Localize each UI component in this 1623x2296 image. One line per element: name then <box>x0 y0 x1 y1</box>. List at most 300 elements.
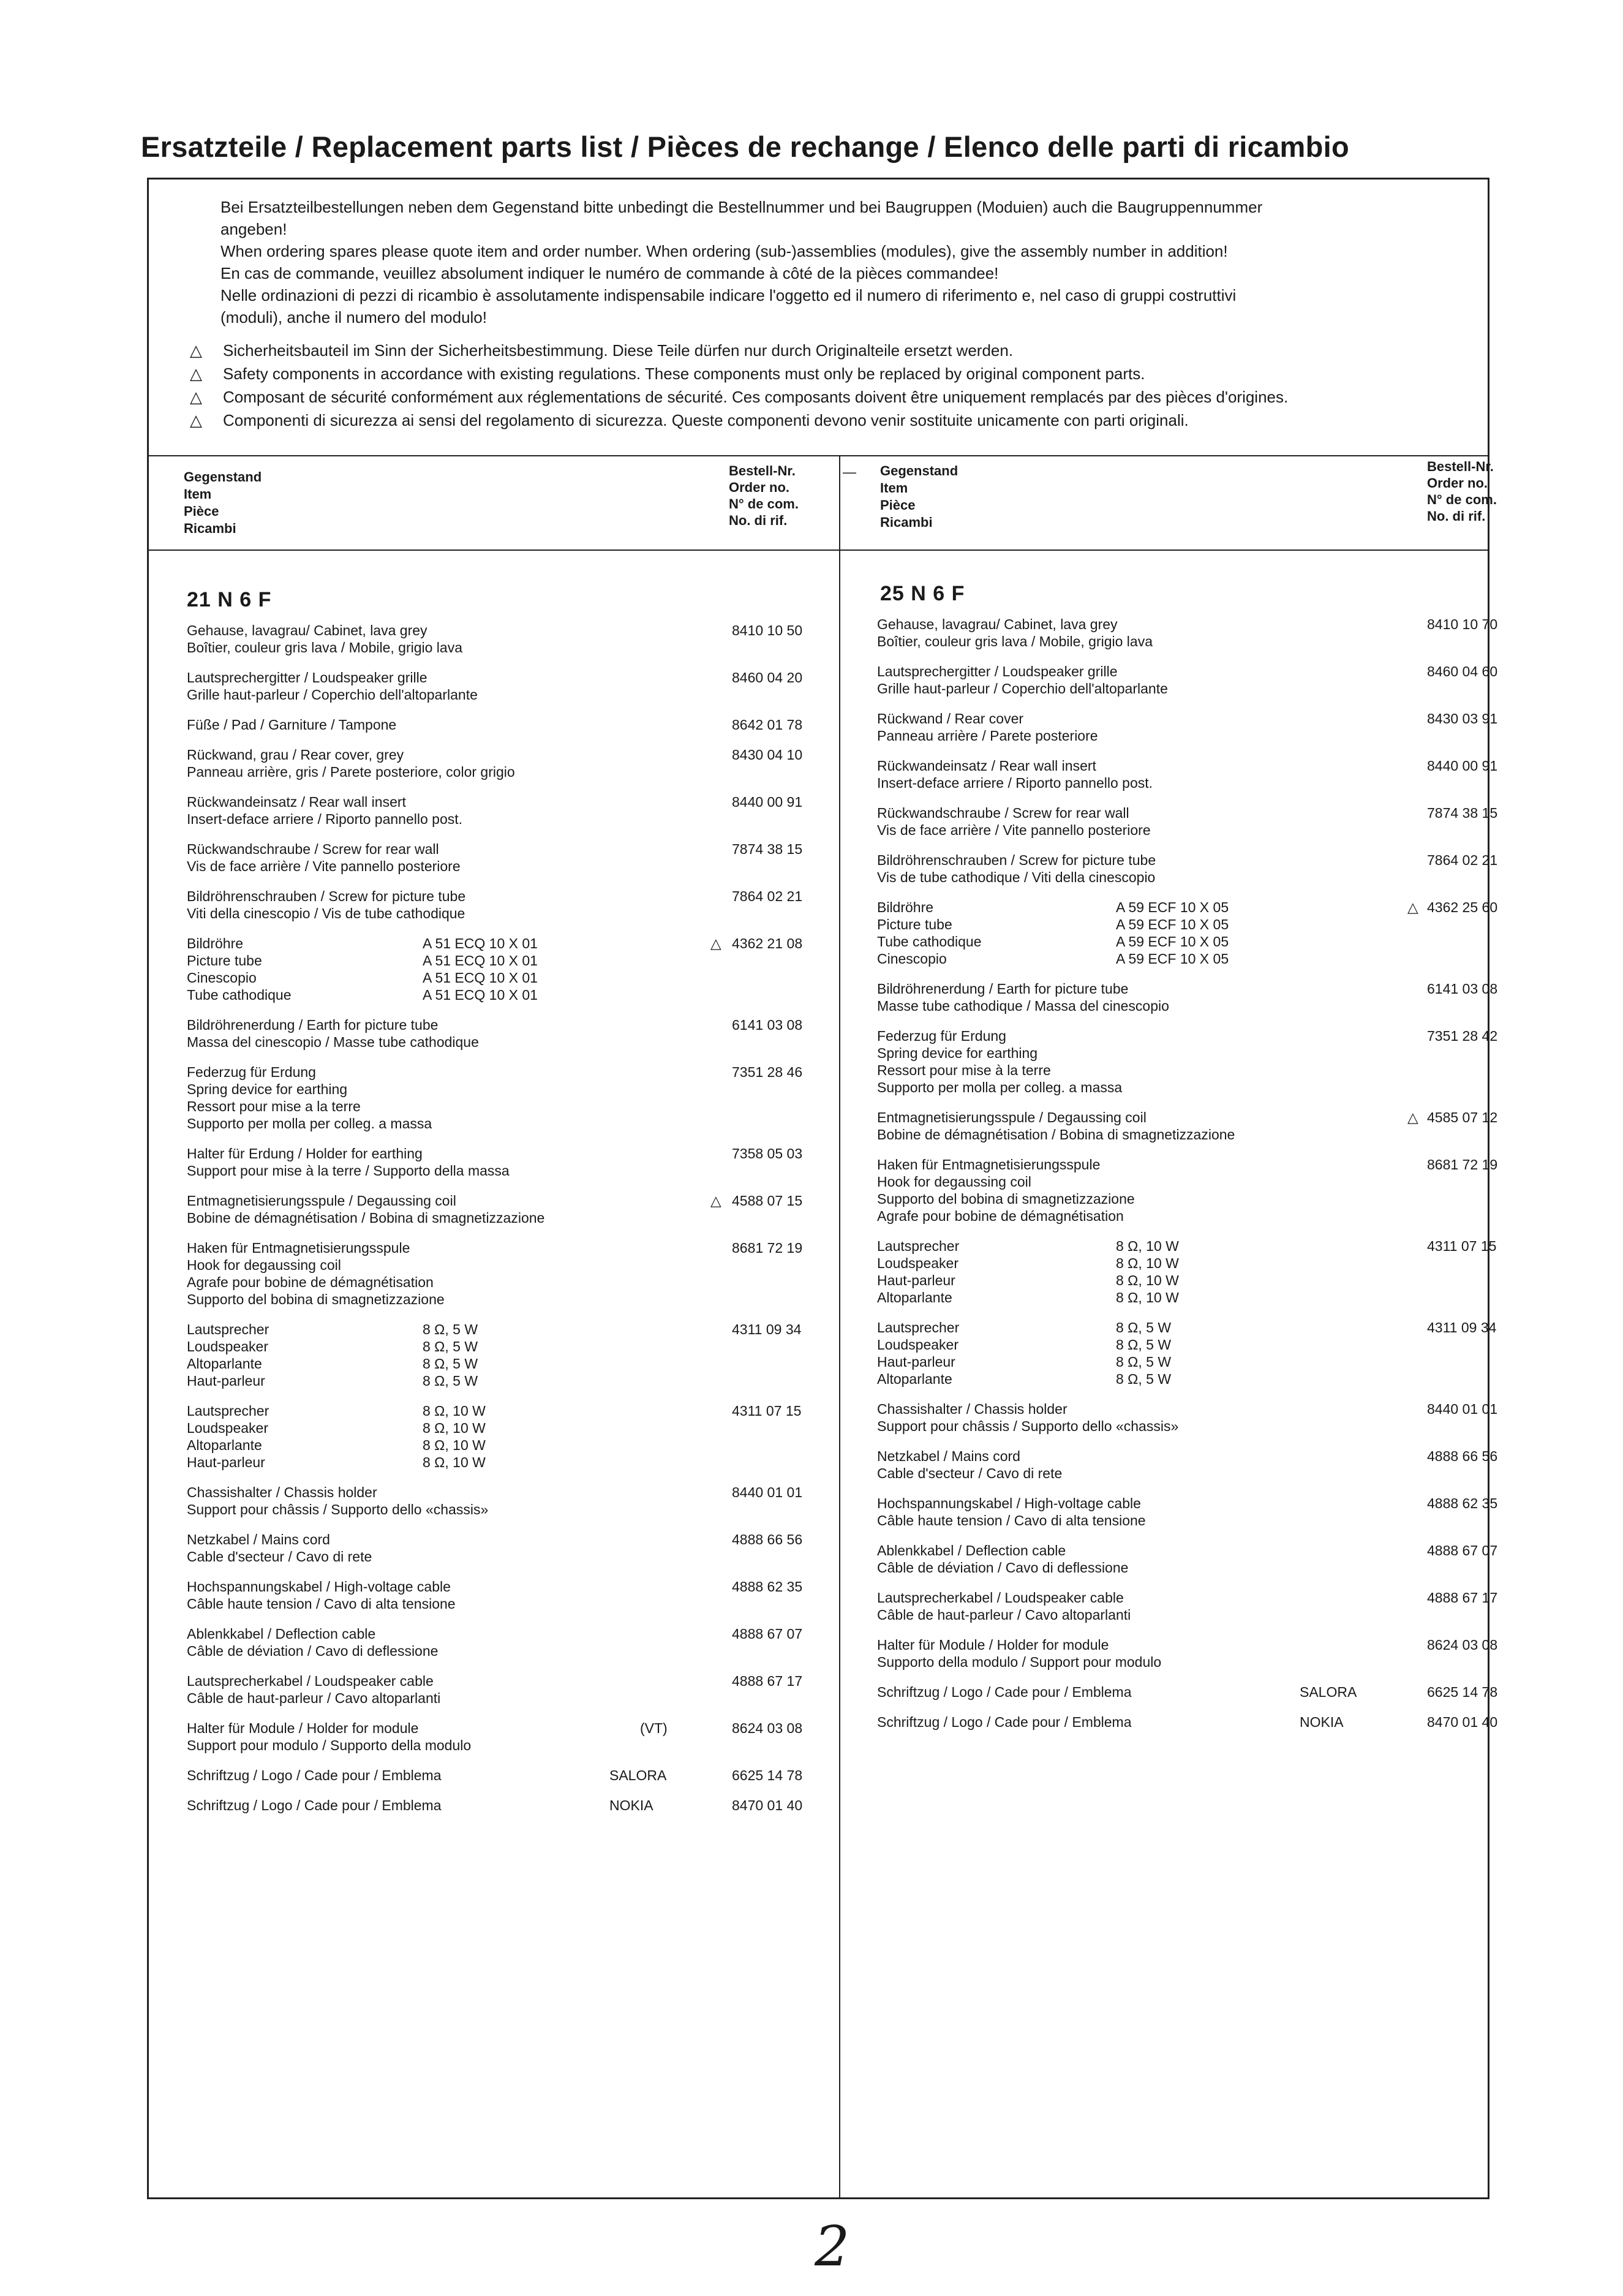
part-spec-line: 8 Ω, 5 W <box>423 1356 478 1372</box>
part-description <box>187 793 824 828</box>
part-spec <box>640 1720 668 1737</box>
part-row <box>187 1063 824 1132</box>
part-spec-line: NOKIA <box>609 1797 653 1813</box>
part-description-line: Supporto per molla per colleg. a massa <box>877 1079 1123 1095</box>
part-row <box>877 1156 1514 1225</box>
part-description-line: Vis de face arrière / Vite pannello posteriore <box>877 822 1151 838</box>
order-number: 4888 67 17 <box>1427 1590 1498 1606</box>
part-spec <box>1116 1319 1171 1388</box>
intro-line: Bei Ersatzteilbestellungen neben dem Gegenstand bitte unbedingt die Bestellnummer und bei Baugruppen (Moduien) auch die Baugruppennummer <box>220 198 1263 216</box>
intro-line: When ordering spares please quote item and order number. When ordering (sub-)assemblies (modules), give the assembly number in addition! <box>220 242 1228 260</box>
body-divider <box>147 549 1489 551</box>
order-number: 8430 03 91 <box>1427 711 1498 727</box>
part-description-line: Bildröhre <box>187 935 244 951</box>
part-description-line: Altoparlante <box>187 1437 262 1453</box>
part-spec-line: 8 Ω, 5 W <box>423 1339 478 1354</box>
order-number: 7351 28 46 <box>732 1064 803 1080</box>
column-divider <box>839 455 840 2199</box>
part-description-line: Câble de déviation / Cavo di deflessione <box>877 1560 1129 1576</box>
part-description-line: Ablenkkabel / Deflection cable <box>187 1626 376 1642</box>
ordering-instructions <box>220 196 1494 328</box>
part-row <box>187 1239 824 1308</box>
model-heading-left: 21 N 6 F <box>187 588 272 611</box>
part-description <box>187 1016 824 1051</box>
part-description <box>187 1192 824 1226</box>
part-description-line: Ablenkkabel / Deflection cable <box>877 1543 1066 1558</box>
safety-line <box>190 385 1488 409</box>
part-description-line: Cinescopio <box>877 951 947 967</box>
part-spec-line: SALORA <box>1300 1684 1357 1700</box>
order-number: 4888 66 56 <box>732 1531 803 1547</box>
order-number: 8460 04 60 <box>1427 663 1498 679</box>
part-description-line: Halter für Module / Holder for module <box>877 1637 1109 1653</box>
part-description <box>187 1402 824 1471</box>
part-spec-line: A 59 ECF 10 X 05 <box>1116 899 1229 915</box>
part-description-line: Loudspeaker <box>877 1255 958 1271</box>
order-number: 4888 62 35 <box>1427 1495 1498 1511</box>
header-label: No. di rif. <box>1427 508 1486 524</box>
part-description <box>187 716 824 733</box>
header-dash: — <box>843 464 856 480</box>
page-title: Ersatzteile / Replacement parts list / Pièces de rechange / Elenco delle parti di ricambio <box>141 130 1350 163</box>
part-description-line: Hook for degaussing coil <box>187 1257 341 1273</box>
part-description-line: Altoparlante <box>877 1290 952 1305</box>
part-spec-line: 8 Ω, 10 W <box>423 1454 486 1470</box>
part-description <box>877 1319 1514 1388</box>
safety-line <box>190 339 1488 362</box>
order-number: 4311 09 34 <box>1427 1320 1497 1335</box>
header-label: Pièce <box>184 504 219 519</box>
order-number: 8440 01 01 <box>1427 1401 1498 1417</box>
header-divider <box>147 455 1489 456</box>
part-description-line: Vis de face arrière / Vite pannello posteriore <box>187 858 461 874</box>
part-description-line: Lautsprecher <box>877 1238 960 1254</box>
header-label: Item <box>880 480 908 496</box>
part-spec <box>609 1797 653 1814</box>
order-number: 4588 07 15 <box>732 1193 803 1209</box>
part-row <box>877 1319 1514 1388</box>
part-row <box>187 1578 824 1612</box>
part-description-line: Vis de tube cathodique / Viti della cinescopio <box>877 869 1156 885</box>
order-number: 4362 25 60 <box>1427 899 1498 915</box>
part-description-line: Haut-parleur <box>877 1272 955 1288</box>
part-description-line: Lautsprecher <box>187 1403 269 1419</box>
part-row <box>187 716 824 733</box>
part-row <box>877 804 1514 839</box>
part-row <box>187 1192 824 1226</box>
header-label: Order no. <box>1427 475 1488 491</box>
part-description-line: Hochspannungskabel / High-voltage cable <box>877 1495 1141 1511</box>
part-description-line: Hochspannungskabel / High-voltage cable <box>187 1579 451 1595</box>
part-description-line: Tube cathodique <box>877 934 982 950</box>
part-description-line: Support pour modulo / Supporto della modulo <box>187 1737 472 1753</box>
part-description-line: Massa del cinescopio / Masse tube cathodique <box>187 1034 479 1050</box>
part-description-line: Haut-parleur <box>187 1454 265 1470</box>
part-description-line: Cinescopio <box>187 970 257 986</box>
part-description-line: Schriftzug / Logo / Cade pour / Emblema <box>877 1684 1132 1700</box>
part-spec-line: NOKIA <box>1300 1714 1344 1730</box>
part-description-line: Netzkabel / Mains cord <box>877 1448 1020 1464</box>
part-description <box>187 1145 824 1179</box>
parts-list-right <box>877 616 1514 1743</box>
part-spec-line: A 59 ECF 10 X 05 <box>1116 916 1229 932</box>
order-number: 8642 01 78 <box>732 717 803 733</box>
part-description-line: Support pour châssis / Supporto dello «chassis» <box>187 1501 489 1517</box>
part-description <box>877 1589 1514 1623</box>
part-description-line: Haut-parleur <box>877 1354 955 1370</box>
part-description <box>187 1484 824 1518</box>
order-number: 4888 67 07 <box>732 1626 803 1642</box>
part-description <box>187 1767 824 1784</box>
part-description-line: Ressort pour mise à la terre <box>877 1062 1051 1078</box>
intro-line: angeben! <box>220 220 287 238</box>
part-description <box>877 1713 1514 1731</box>
part-description-line: Boîtier, couleur gris lava / Mobile, grigio lava <box>187 640 462 655</box>
part-spec-line: A 51 ECQ 10 X 01 <box>423 935 538 951</box>
column-header-item-left <box>184 469 262 537</box>
part-spec-line: 8 Ω, 10 W <box>1116 1272 1179 1288</box>
part-row <box>187 935 824 1003</box>
part-spec-line: 8 Ω, 10 W <box>423 1403 486 1419</box>
part-spec-line: 8 Ω, 10 W <box>423 1437 486 1453</box>
warning-triangle-icon: △ <box>190 411 202 429</box>
part-description <box>877 1636 1514 1671</box>
warning-triangle-icon: △ <box>710 935 721 951</box>
part-description-line: Cable d'secteur / Cavo di rete <box>877 1465 1063 1481</box>
part-description-line: Bildröhrenerdung / Earth for picture tube <box>877 981 1129 997</box>
part-row <box>877 980 1514 1014</box>
column-header-order-right <box>1427 458 1497 524</box>
part-row <box>187 1145 824 1179</box>
part-description <box>187 669 824 703</box>
header-label: Gegenstand <box>880 463 958 478</box>
order-number: 6625 14 78 <box>1427 1684 1498 1700</box>
part-description-line: Rückwandschraube / Screw for rear wall <box>877 805 1129 821</box>
part-row <box>877 1109 1514 1143</box>
part-description <box>877 1237 1514 1306</box>
part-description-line: Lautsprecherkabel / Loudspeaker cable <box>877 1590 1124 1606</box>
part-description-line: Chassishalter / Chassis holder <box>187 1484 377 1500</box>
header-label: N° de com. <box>1427 492 1497 507</box>
part-description-line: Gehause, lavagrau/ Cabinet, lava grey <box>187 622 427 638</box>
part-row <box>877 1237 1514 1306</box>
part-description-line: Netzkabel / Mains cord <box>187 1531 330 1547</box>
part-description-line: Bildröhrenerdung / Earth for picture tube <box>187 1017 439 1033</box>
order-number: 4311 07 15 <box>1427 1238 1497 1254</box>
part-description-line: Lautsprecher <box>877 1320 960 1335</box>
part-description-line: Federzug für Erdung <box>187 1064 316 1080</box>
column-header-item-right <box>880 463 958 531</box>
part-row <box>877 1636 1514 1671</box>
part-description <box>877 1683 1514 1701</box>
part-spec-line: 8 Ω, 5 W <box>423 1321 478 1337</box>
part-description <box>877 980 1514 1014</box>
part-row <box>187 793 824 828</box>
part-row <box>877 1683 1514 1701</box>
part-description-line: Câble haute tension / Cavo di alta tensione <box>877 1512 1146 1528</box>
part-row <box>187 1402 824 1471</box>
part-description-line: Cable d'secteur / Cavo di rete <box>187 1549 372 1565</box>
part-row <box>187 1672 824 1707</box>
part-description <box>187 1797 824 1814</box>
part-description-line: Lautsprecher <box>187 1321 269 1337</box>
page-number: 2 <box>815 2215 850 2279</box>
part-description-line: Lautsprecherkabel / Loudspeaker cable <box>187 1673 434 1689</box>
part-description <box>877 663 1514 697</box>
part-description-line: Entmagnetisierungsspule / Degaussing coil <box>187 1193 456 1209</box>
part-description-line: Viti della cinescopio / Vis de tube cathodique <box>187 905 465 921</box>
part-spec <box>423 935 538 1003</box>
part-description-line: Schriftzug / Logo / Cade pour / Emblema <box>187 1797 442 1813</box>
part-description-line: Lautsprechergitter / Loudspeaker grille <box>187 670 427 685</box>
header-label: N° de com. <box>729 496 799 512</box>
order-number: 8681 72 19 <box>732 1240 803 1256</box>
order-number: 4311 09 34 <box>732 1321 802 1337</box>
part-row <box>877 899 1514 967</box>
part-spec-line: 8 Ω, 5 W <box>1116 1354 1172 1370</box>
order-number: 8440 01 01 <box>732 1484 803 1500</box>
part-row <box>187 888 824 922</box>
part-spec <box>1116 1237 1179 1306</box>
part-description <box>187 840 824 875</box>
part-description-line: Chassishalter / Chassis holder <box>877 1401 1068 1417</box>
part-row <box>187 840 824 875</box>
order-number: 7864 02 21 <box>732 888 803 904</box>
part-description-line: Gehause, lavagrau/ Cabinet, lava grey <box>877 616 1118 632</box>
part-description-line: Rückwand, grau / Rear cover, grey <box>187 747 404 763</box>
order-number: 4888 67 17 <box>732 1673 803 1689</box>
part-description <box>877 1400 1514 1435</box>
order-number: 4311 07 15 <box>732 1403 802 1419</box>
part-spec-line: 8 Ω, 10 W <box>423 1420 486 1436</box>
part-spec-line: A 51 ECQ 10 X 01 <box>423 987 538 1003</box>
order-number: 4888 66 56 <box>1427 1448 1498 1464</box>
order-number: 7351 28 42 <box>1427 1028 1498 1044</box>
part-description-line: Spring device for earthing <box>877 1045 1038 1061</box>
part-row <box>187 1484 824 1518</box>
header-label: Order no. <box>729 480 790 495</box>
order-number: 8470 01 40 <box>732 1797 803 1813</box>
part-row <box>187 746 824 780</box>
part-description-line: Supporto della modulo / Support pour modulo <box>877 1654 1162 1670</box>
part-description-line: Bildröhrenschrauben / Screw for picture tube <box>187 888 466 904</box>
header-label: Ricambi <box>880 515 933 530</box>
part-description-line: Agrafe pour bobine de démagnétisation <box>187 1274 434 1290</box>
safety-text: Sicherheitsbauteil im Sinn der Sicherheitsbestimmung. Diese Teile dürfen nur durch Originalteile ersetzt werden. <box>223 341 1014 360</box>
part-description-line: Schriftzug / Logo / Cade pour / Emblema <box>187 1767 442 1783</box>
part-description-line: Picture tube <box>187 953 262 969</box>
part-description <box>187 1672 824 1707</box>
part-description-line: Halter für Erdung / Holder for earthing <box>187 1146 423 1161</box>
part-spec-line: 8 Ω, 5 W <box>1116 1337 1172 1353</box>
order-number: 8460 04 20 <box>732 670 803 685</box>
part-row <box>187 1016 824 1051</box>
part-description <box>187 1239 824 1308</box>
part-description-line: Support pour mise à la terre / Supporto della massa <box>187 1163 510 1179</box>
part-row <box>187 1767 824 1784</box>
part-description-line: Picture tube <box>877 916 952 932</box>
order-number: 4362 21 08 <box>732 935 803 951</box>
part-spec <box>423 1321 478 1389</box>
part-description-line: Supporto del bobina di smagnetizzazione <box>877 1191 1135 1207</box>
part-row <box>877 757 1514 791</box>
part-row <box>877 616 1514 650</box>
part-description-line: Rückwand / Rear cover <box>877 711 1024 727</box>
warning-triangle-icon: △ <box>190 341 202 360</box>
part-description-line: Boîtier, couleur gris lava / Mobile, grigio lava <box>877 633 1153 649</box>
part-spec <box>1116 899 1229 967</box>
part-description <box>187 1531 824 1565</box>
order-number: 8624 03 08 <box>1427 1637 1498 1653</box>
part-description-line: Câble de déviation / Cavo di deflessione <box>187 1643 439 1659</box>
part-description <box>877 616 1514 650</box>
parts-list-left <box>187 622 824 1827</box>
order-number: 6141 03 08 <box>1427 981 1498 997</box>
part-description-line: Rückwandeinsatz / Rear wall insert <box>877 758 1096 774</box>
warning-triangle-icon: △ <box>1407 1109 1418 1125</box>
part-row <box>877 1713 1514 1731</box>
order-number: 7358 05 03 <box>732 1146 803 1161</box>
part-spec-line: 8 Ω, 5 W <box>1116 1371 1172 1387</box>
part-spec-line: A 51 ECQ 10 X 01 <box>423 953 538 969</box>
header-label: Pièce <box>880 497 916 513</box>
part-description-line: Grille haut-parleur / Coperchio dell'altoparlante <box>187 687 478 703</box>
order-number: 4585 07 12 <box>1427 1109 1498 1125</box>
part-spec-line: 8 Ω, 10 W <box>1116 1238 1179 1254</box>
warning-triangle-icon: △ <box>190 364 202 383</box>
order-number: 8470 01 40 <box>1427 1714 1498 1730</box>
header-label: Item <box>184 486 212 502</box>
part-spec-line: (VT) <box>640 1720 668 1736</box>
part-description-line: Schriftzug / Logo / Cade pour / Emblema <box>877 1714 1132 1730</box>
part-description-line: Support pour châssis / Supporto dello «chassis» <box>877 1418 1179 1434</box>
part-description-line: Câble de haut-parleur / Cavo altoparlanti <box>877 1607 1131 1623</box>
order-number: 8440 00 91 <box>732 794 803 810</box>
safety-text: Componenti di sicurezza ai sensi del regolamento di sicurezza. Queste componenti devono venir sostituite unicamente con parti originali. <box>223 411 1189 429</box>
part-row <box>187 622 824 656</box>
part-description-line: Agrafe pour bobine de démagnétisation <box>877 1208 1124 1224</box>
part-description-line: Insert-deface arriere / Riporto pannello post. <box>877 775 1153 791</box>
part-description-line: Rückwandschraube / Screw for rear wall <box>187 841 439 857</box>
part-description-line: Bildröhrenschrauben / Screw for picture tube <box>877 852 1156 868</box>
part-row <box>877 663 1514 697</box>
header-label: Bestell-Nr. <box>729 463 796 478</box>
part-description-line: Bildröhre <box>877 899 934 915</box>
part-description-line: Supporto per molla per colleg. a massa <box>187 1116 432 1131</box>
part-row <box>187 1797 824 1814</box>
order-number: 8430 04 10 <box>732 747 803 763</box>
part-row <box>877 1448 1514 1482</box>
part-description-line: Spring device for earthing <box>187 1081 348 1097</box>
part-description-line: Hook for degaussing coil <box>877 1174 1031 1190</box>
order-number: 7874 38 15 <box>1427 805 1498 821</box>
order-number: 8681 72 19 <box>1427 1157 1498 1173</box>
part-description <box>187 746 824 780</box>
part-description-line: Haut-parleur <box>187 1373 265 1389</box>
part-row <box>877 1589 1514 1623</box>
part-spec <box>423 1402 486 1471</box>
header-label: Bestell-Nr. <box>1427 459 1494 474</box>
part-description-line: Bobine de démagnétisation / Bobina di smagnetizzazione <box>877 1127 1235 1142</box>
part-description-line: Câble haute tension / Cavo di alta tensione <box>187 1596 456 1612</box>
part-row <box>877 710 1514 744</box>
part-description-line: Supporto del bobina di smagnetizzazione <box>187 1291 445 1307</box>
part-description <box>187 888 824 922</box>
part-spec-line: SALORA <box>609 1767 667 1783</box>
part-description <box>877 1542 1514 1576</box>
part-description <box>877 804 1514 839</box>
part-description <box>877 1156 1514 1225</box>
part-description-line: Altoparlante <box>877 1371 952 1387</box>
part-description-line: Federzug für Erdung <box>877 1028 1006 1044</box>
part-description-line: Lautsprechergitter / Loudspeaker grille <box>877 663 1118 679</box>
part-spec <box>1300 1713 1344 1731</box>
part-description <box>877 1448 1514 1482</box>
safety-text: Composant de sécurité conformément aux réglementations de sécurité. Ces composants doivent être uniquement remplacés par des pièces d'origines. <box>223 388 1289 406</box>
order-number: 8624 03 08 <box>732 1720 803 1736</box>
order-number: 7874 38 15 <box>732 841 803 857</box>
part-spec-line: 8 Ω, 10 W <box>1116 1255 1179 1271</box>
part-spec <box>609 1767 666 1784</box>
warning-triangle-icon: △ <box>190 388 202 406</box>
part-spec-line: A 59 ECF 10 X 05 <box>1116 951 1229 967</box>
order-number: 4888 62 35 <box>732 1579 803 1595</box>
part-description <box>877 710 1514 744</box>
order-number: 6141 03 08 <box>732 1017 803 1033</box>
header-label: Gegenstand <box>184 469 262 485</box>
part-description <box>187 1578 824 1612</box>
part-row <box>877 1495 1514 1529</box>
part-description <box>187 1720 824 1754</box>
part-description <box>187 1321 824 1389</box>
part-description-line: Altoparlante <box>187 1356 262 1372</box>
part-description-line: Füße / Pad / Garniture / Tampone <box>187 717 397 733</box>
part-description <box>877 1109 1514 1143</box>
part-description-line: Panneau arrière, gris / Parete posteriore, color grigio <box>187 764 515 780</box>
model-heading-right: 25 N 6 F <box>880 582 965 605</box>
safety-line <box>190 362 1488 385</box>
intro-line: Nelle ordinazioni di pezzi di ricambio è assolutamente indispensabile indicare l'oggetto ed il numero di riferimento e, nel caso di gruppi costruttivi <box>220 286 1237 304</box>
part-description <box>187 1063 824 1132</box>
part-row <box>877 1400 1514 1435</box>
part-description-line: Tube cathodique <box>187 987 292 1003</box>
part-description-line: Bobine de démagnétisation / Bobina di smagnetizzazione <box>187 1210 545 1226</box>
part-description-line: Loudspeaker <box>877 1337 958 1353</box>
order-number: 8410 10 70 <box>1427 616 1498 632</box>
part-description-line: Ressort pour mise a la terre <box>187 1098 361 1114</box>
part-description-line: Panneau arrière / Parete posteriore <box>877 728 1098 744</box>
part-row <box>187 1625 824 1660</box>
part-row <box>877 852 1514 886</box>
part-description-line: Grille haut-parleur / Coperchio dell'altoparlante <box>877 681 1168 697</box>
part-spec-line: 8 Ω, 10 W <box>1116 1290 1179 1305</box>
order-number: 8440 00 91 <box>1427 758 1498 774</box>
part-description <box>877 1495 1514 1529</box>
part-description <box>877 1027 1514 1096</box>
part-description <box>877 852 1514 886</box>
order-number: 7864 02 21 <box>1427 852 1498 868</box>
part-row <box>877 1542 1514 1576</box>
order-number: 8410 10 50 <box>732 622 803 638</box>
safety-notice <box>190 339 1488 432</box>
part-description-line: Entmagnetisierungsspule / Degaussing coil <box>877 1109 1147 1125</box>
part-description-line: Rückwandeinsatz / Rear wall insert <box>187 794 406 810</box>
column-header-order-left <box>729 463 799 529</box>
part-row <box>187 1720 824 1754</box>
safety-line <box>190 409 1488 432</box>
warning-triangle-icon: △ <box>1407 899 1418 915</box>
part-description-line: Halter für Module / Holder for module <box>187 1720 419 1736</box>
